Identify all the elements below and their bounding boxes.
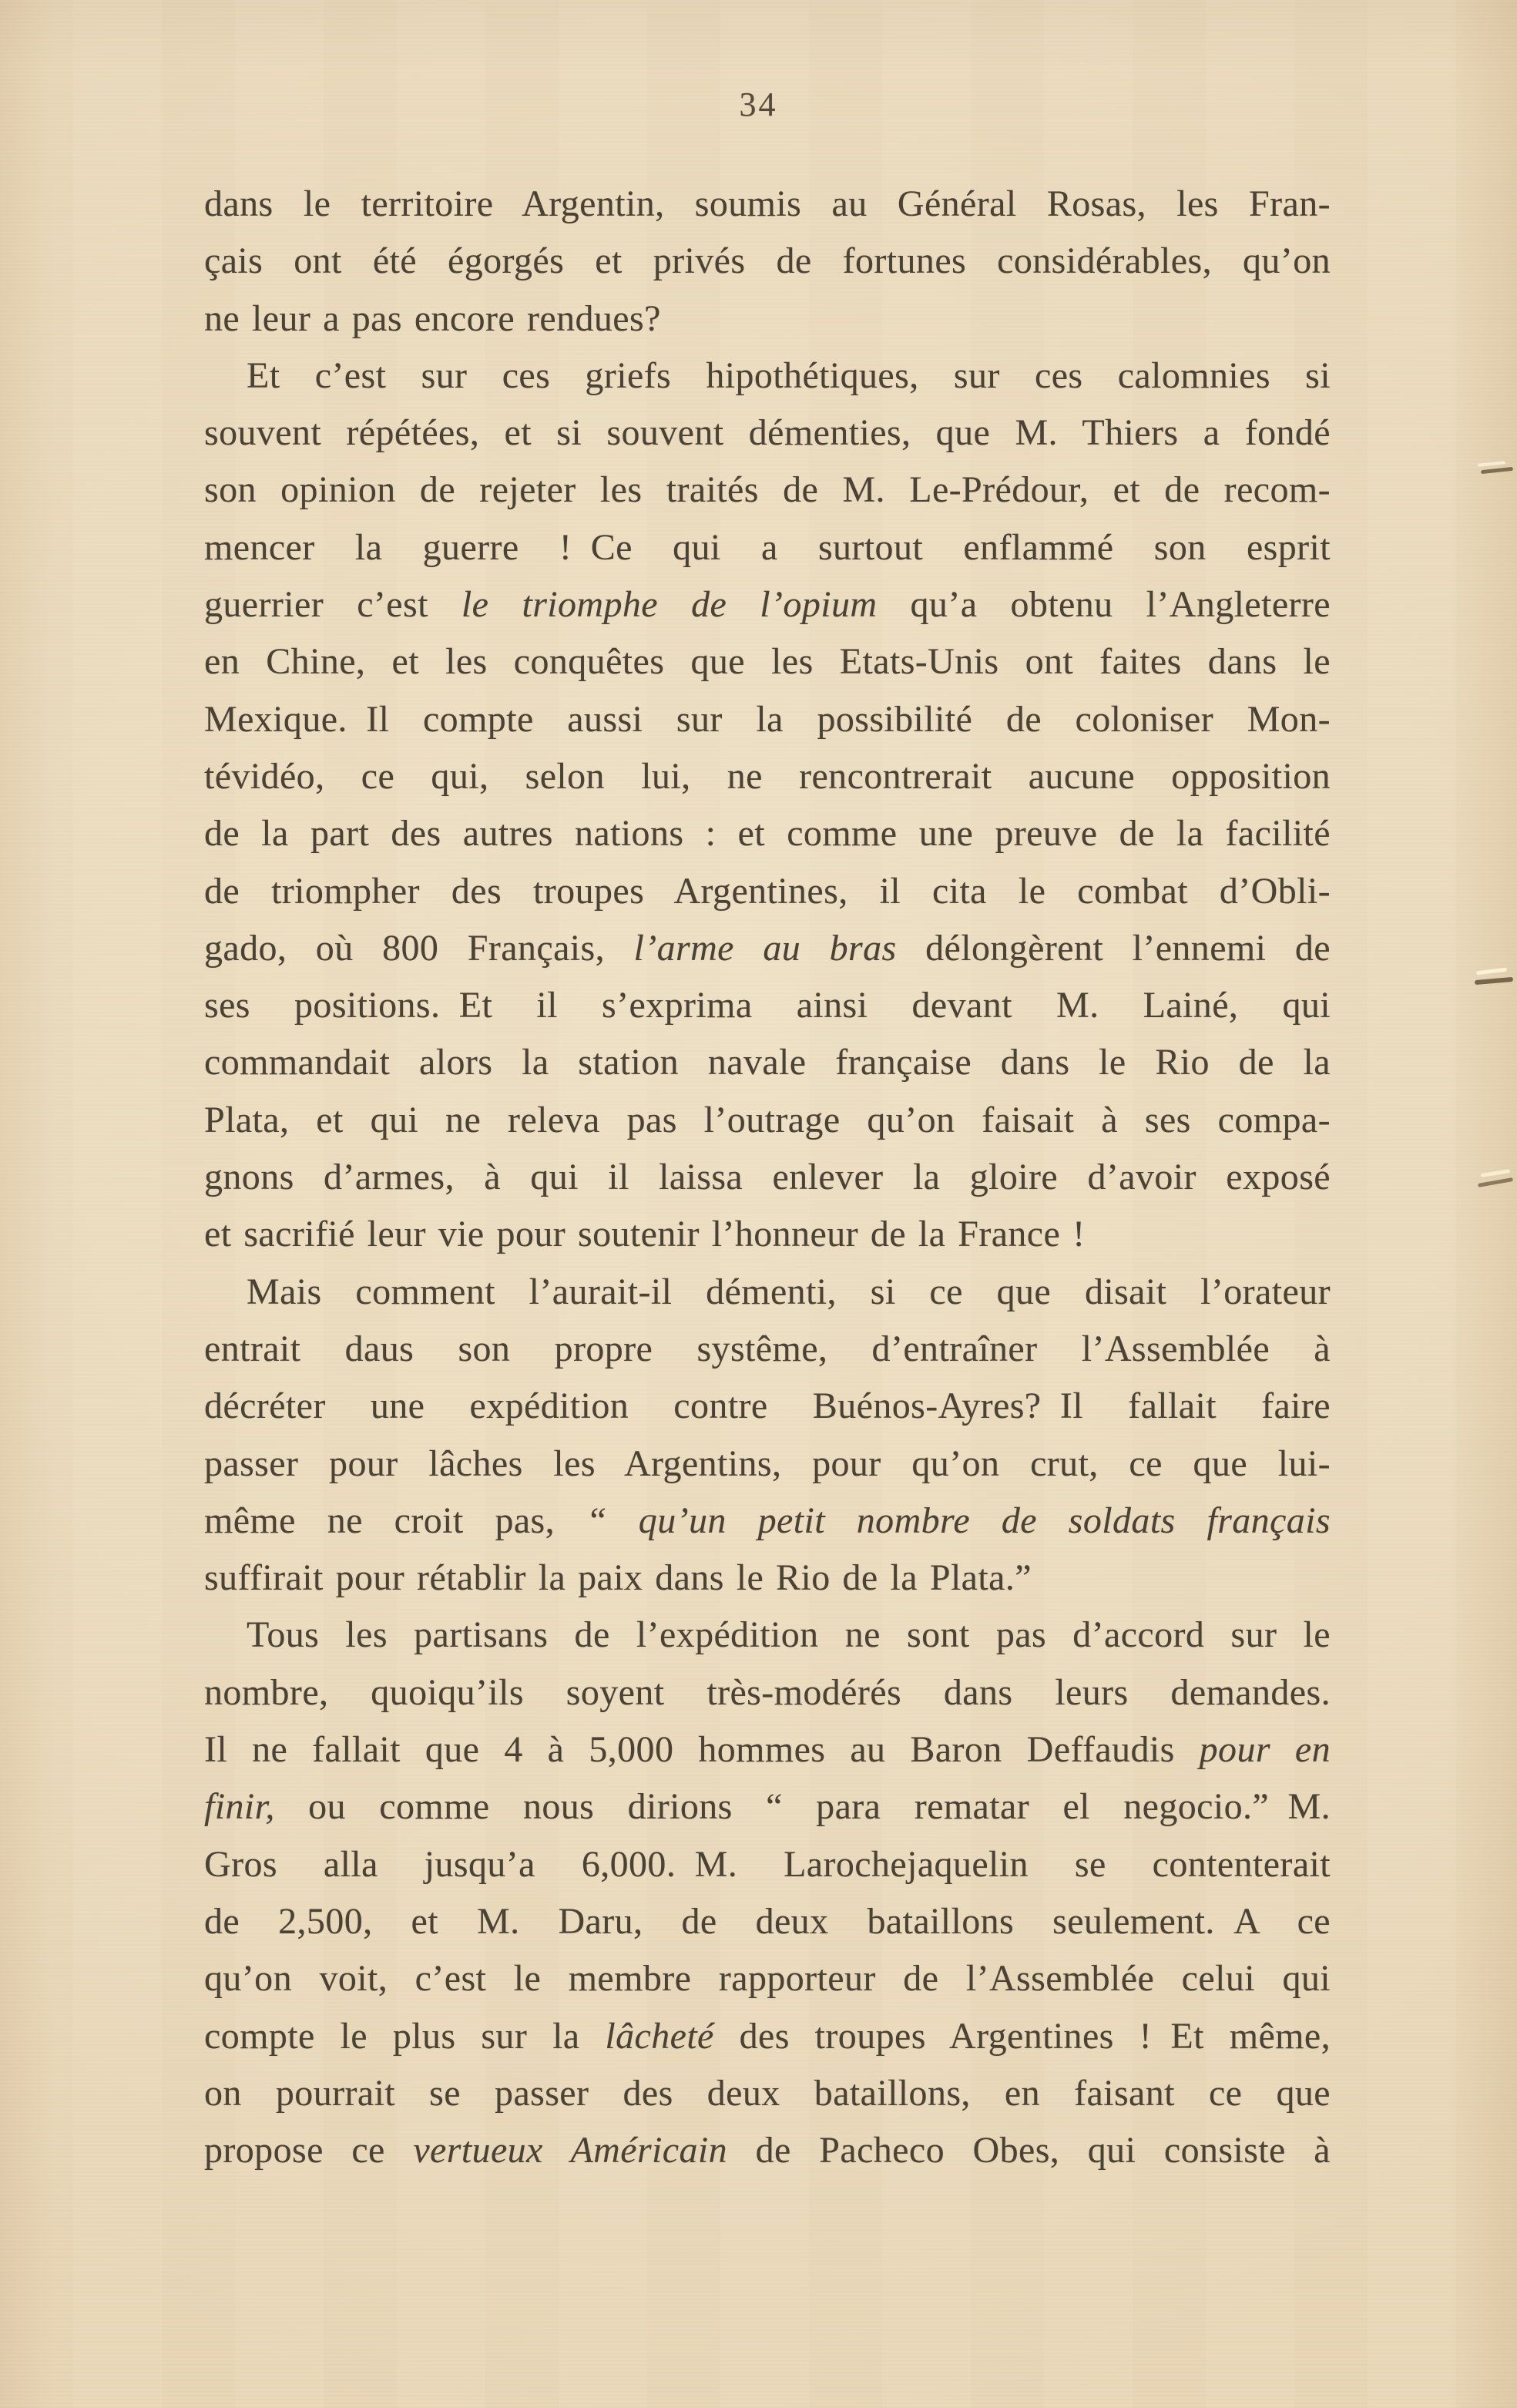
text-segment: propose ce [204, 2130, 414, 2171]
margin-scratch-mark [1478, 1177, 1513, 1187]
text-line [204, 1721, 1331, 1778]
text-segment: dans le territoire Argentin, soumis au Général Rosas, les Fran- [204, 183, 1331, 224]
text-segment: Mais comment l’aurait-il démenti, si ce que disait l’orateur [247, 1271, 1331, 1312]
text-segment: ou comme nous dirions “ para rematar el negocio.” M. [274, 1786, 1331, 1828]
text-line [204, 1092, 1331, 1149]
text-segment: on pourrait se passer des deux bataillons, en faisant ce que [204, 2072, 1331, 2114]
text-line [204, 633, 1331, 690]
text-line [204, 1893, 1331, 1950]
text-segment: mencer la guerre ! Ce qui a surtout enflammé son esprit [204, 526, 1331, 568]
margin-scratch-mark [1481, 1169, 1510, 1177]
text-segment: en Chine, et les conquêtes que les Etats-Unis ont faites dans le [204, 641, 1331, 683]
text-line [204, 977, 1331, 1034]
text-line [204, 1664, 1331, 1721]
margin-scratch-mark [1475, 977, 1513, 985]
text-line [204, 462, 1331, 519]
text-segment: ne leur a pas encore rendues? [204, 297, 661, 339]
text-line [204, 1436, 1331, 1493]
text-line [204, 291, 1331, 348]
text-segment: même ne croit pas, [204, 1500, 586, 1541]
text-segment: et sacrifié leur vie pour soutenir l’honneur de la France ! [204, 1214, 1086, 1255]
text-segment: de Pacheco Obes, qui consiste à [727, 2130, 1331, 2171]
text-segment: tévidéo, ce qui, selon lui, ne rencontrerait aucune opposition [204, 755, 1331, 797]
page-text-block [204, 176, 1331, 2179]
text-segment: nombre, quoiqu’ils soyent très-modérés dans leurs demandes. [204, 1671, 1331, 1713]
text-segment: entrait daus son propre systême, d’entraîner l’Assemblée à [204, 1328, 1331, 1369]
text-segment: des troupes Argentines ! Et même, [713, 2015, 1331, 2057]
text-line [204, 1493, 1331, 1550]
text-line [204, 1836, 1331, 1893]
italic-text-segment: finir, [204, 1786, 275, 1828]
text-line [204, 1778, 1331, 1835]
text-line [204, 348, 1331, 405]
italic-text-segment: vertueux Américain [413, 2130, 728, 2171]
text-line [204, 2122, 1331, 2179]
text-line [204, 2008, 1331, 2065]
text-segment: commandait alors la station navale française dans le Rio de la [204, 1042, 1331, 1083]
text-line [204, 1950, 1331, 2007]
text-segment: qu’on voit, c’est le membre rapporteur de l’Assemblée celui qui [204, 1958, 1331, 2000]
text-segment: souvent répétées, et si souvent démenties, que M. Thiers a fondé [204, 412, 1331, 454]
text-line [204, 1264, 1331, 1321]
margin-scratch-mark [1476, 968, 1507, 976]
text-segment: Gros alla jusqu’a 6,000. M. Larochejaquelin se contenterait [204, 1843, 1331, 1885]
text-segment: gnons d’armes, à qui il laissa enlever la gloire d’avoir exposé [204, 1157, 1331, 1198]
text-segment: gado, où 800 Français, [204, 927, 634, 969]
text-segment: son opinion de rejeter les traités de M. Le-Prédour, et de recom- [204, 469, 1331, 511]
text-line [204, 1149, 1331, 1206]
text-segment: çais ont été égorgés et privés de fortunes considérables, qu’on [204, 240, 1331, 282]
italic-text-segment: “ qu’un petit nombre de soldats français [586, 1500, 1331, 1541]
text-segment: qu’a obtenu l’Angleterre [877, 584, 1331, 626]
text-segment: délongèrent l’ennemi de [896, 927, 1331, 969]
text-segment: de 2,500, et M. Daru, de deux bataillons seulement. A ce [204, 1900, 1331, 1942]
text-segment: guerrier c’est [204, 584, 461, 626]
italic-text-segment: l’arme au bras [633, 927, 897, 969]
text-segment: de la part des autres nations : et comme une preuve de la facilité [204, 813, 1331, 855]
text-segment: Mexique. Il compte aussi sur la possibilité de coloniser Mon- [204, 698, 1331, 740]
text-segment: décréter une expédition contre Buénos-Ayres? Il fallait faire [204, 1385, 1331, 1427]
italic-text-segment: le triomphe de l’opium [461, 584, 878, 626]
text-segment: suffirait pour rétablir la paix dans le Rio de la Plata.” [204, 1557, 1032, 1599]
text-line [204, 1378, 1331, 1435]
text-line [204, 519, 1331, 576]
italic-text-segment: pour en [1199, 1729, 1331, 1771]
text-line [204, 805, 1331, 862]
text-segment: Plata, et qui ne releva pas l’outrage qu’on faisait à ses compa- [204, 1099, 1331, 1140]
text-segment: ses positions. Et il s’exprima ainsi devant M. Lainé, qui [204, 985, 1331, 1026]
text-line [204, 920, 1331, 977]
text-line [204, 863, 1331, 920]
text-segment: Il ne fallait que 4 à 5,000 hommes au Baron Deffaudis [204, 1729, 1200, 1771]
italic-text-segment: lâcheté [605, 2015, 714, 2057]
text-segment: passer pour lâches les Argentins, pour qu’on crut, ce que lui- [204, 1442, 1331, 1484]
text-segment: Tous les partisans de l’expédition ne sont pas d’accord sur le [247, 1614, 1331, 1656]
page-number: 34 [739, 86, 778, 123]
text-line [204, 691, 1331, 748]
text-line [204, 1034, 1331, 1091]
text-segment: Et c’est sur ces griefs hipothétiques, sur ces calomnies si [247, 354, 1331, 396]
text-line [204, 1550, 1331, 1607]
text-segment: compte le plus sur la [204, 2015, 606, 2057]
margin-scratch-mark [1478, 461, 1505, 467]
text-line [204, 1607, 1331, 1664]
text-line [204, 233, 1331, 290]
text-segment: de triompher des troupes Argentines, il cita le combat d’Obli- [204, 870, 1331, 912]
text-line [204, 576, 1331, 633]
text-line [204, 176, 1331, 233]
margin-scratch-mark [1481, 467, 1513, 474]
text-line [204, 2065, 1331, 2122]
text-line [204, 405, 1331, 462]
text-line [204, 1206, 1331, 1263]
text-line [204, 748, 1331, 805]
text-line [204, 1321, 1331, 1378]
